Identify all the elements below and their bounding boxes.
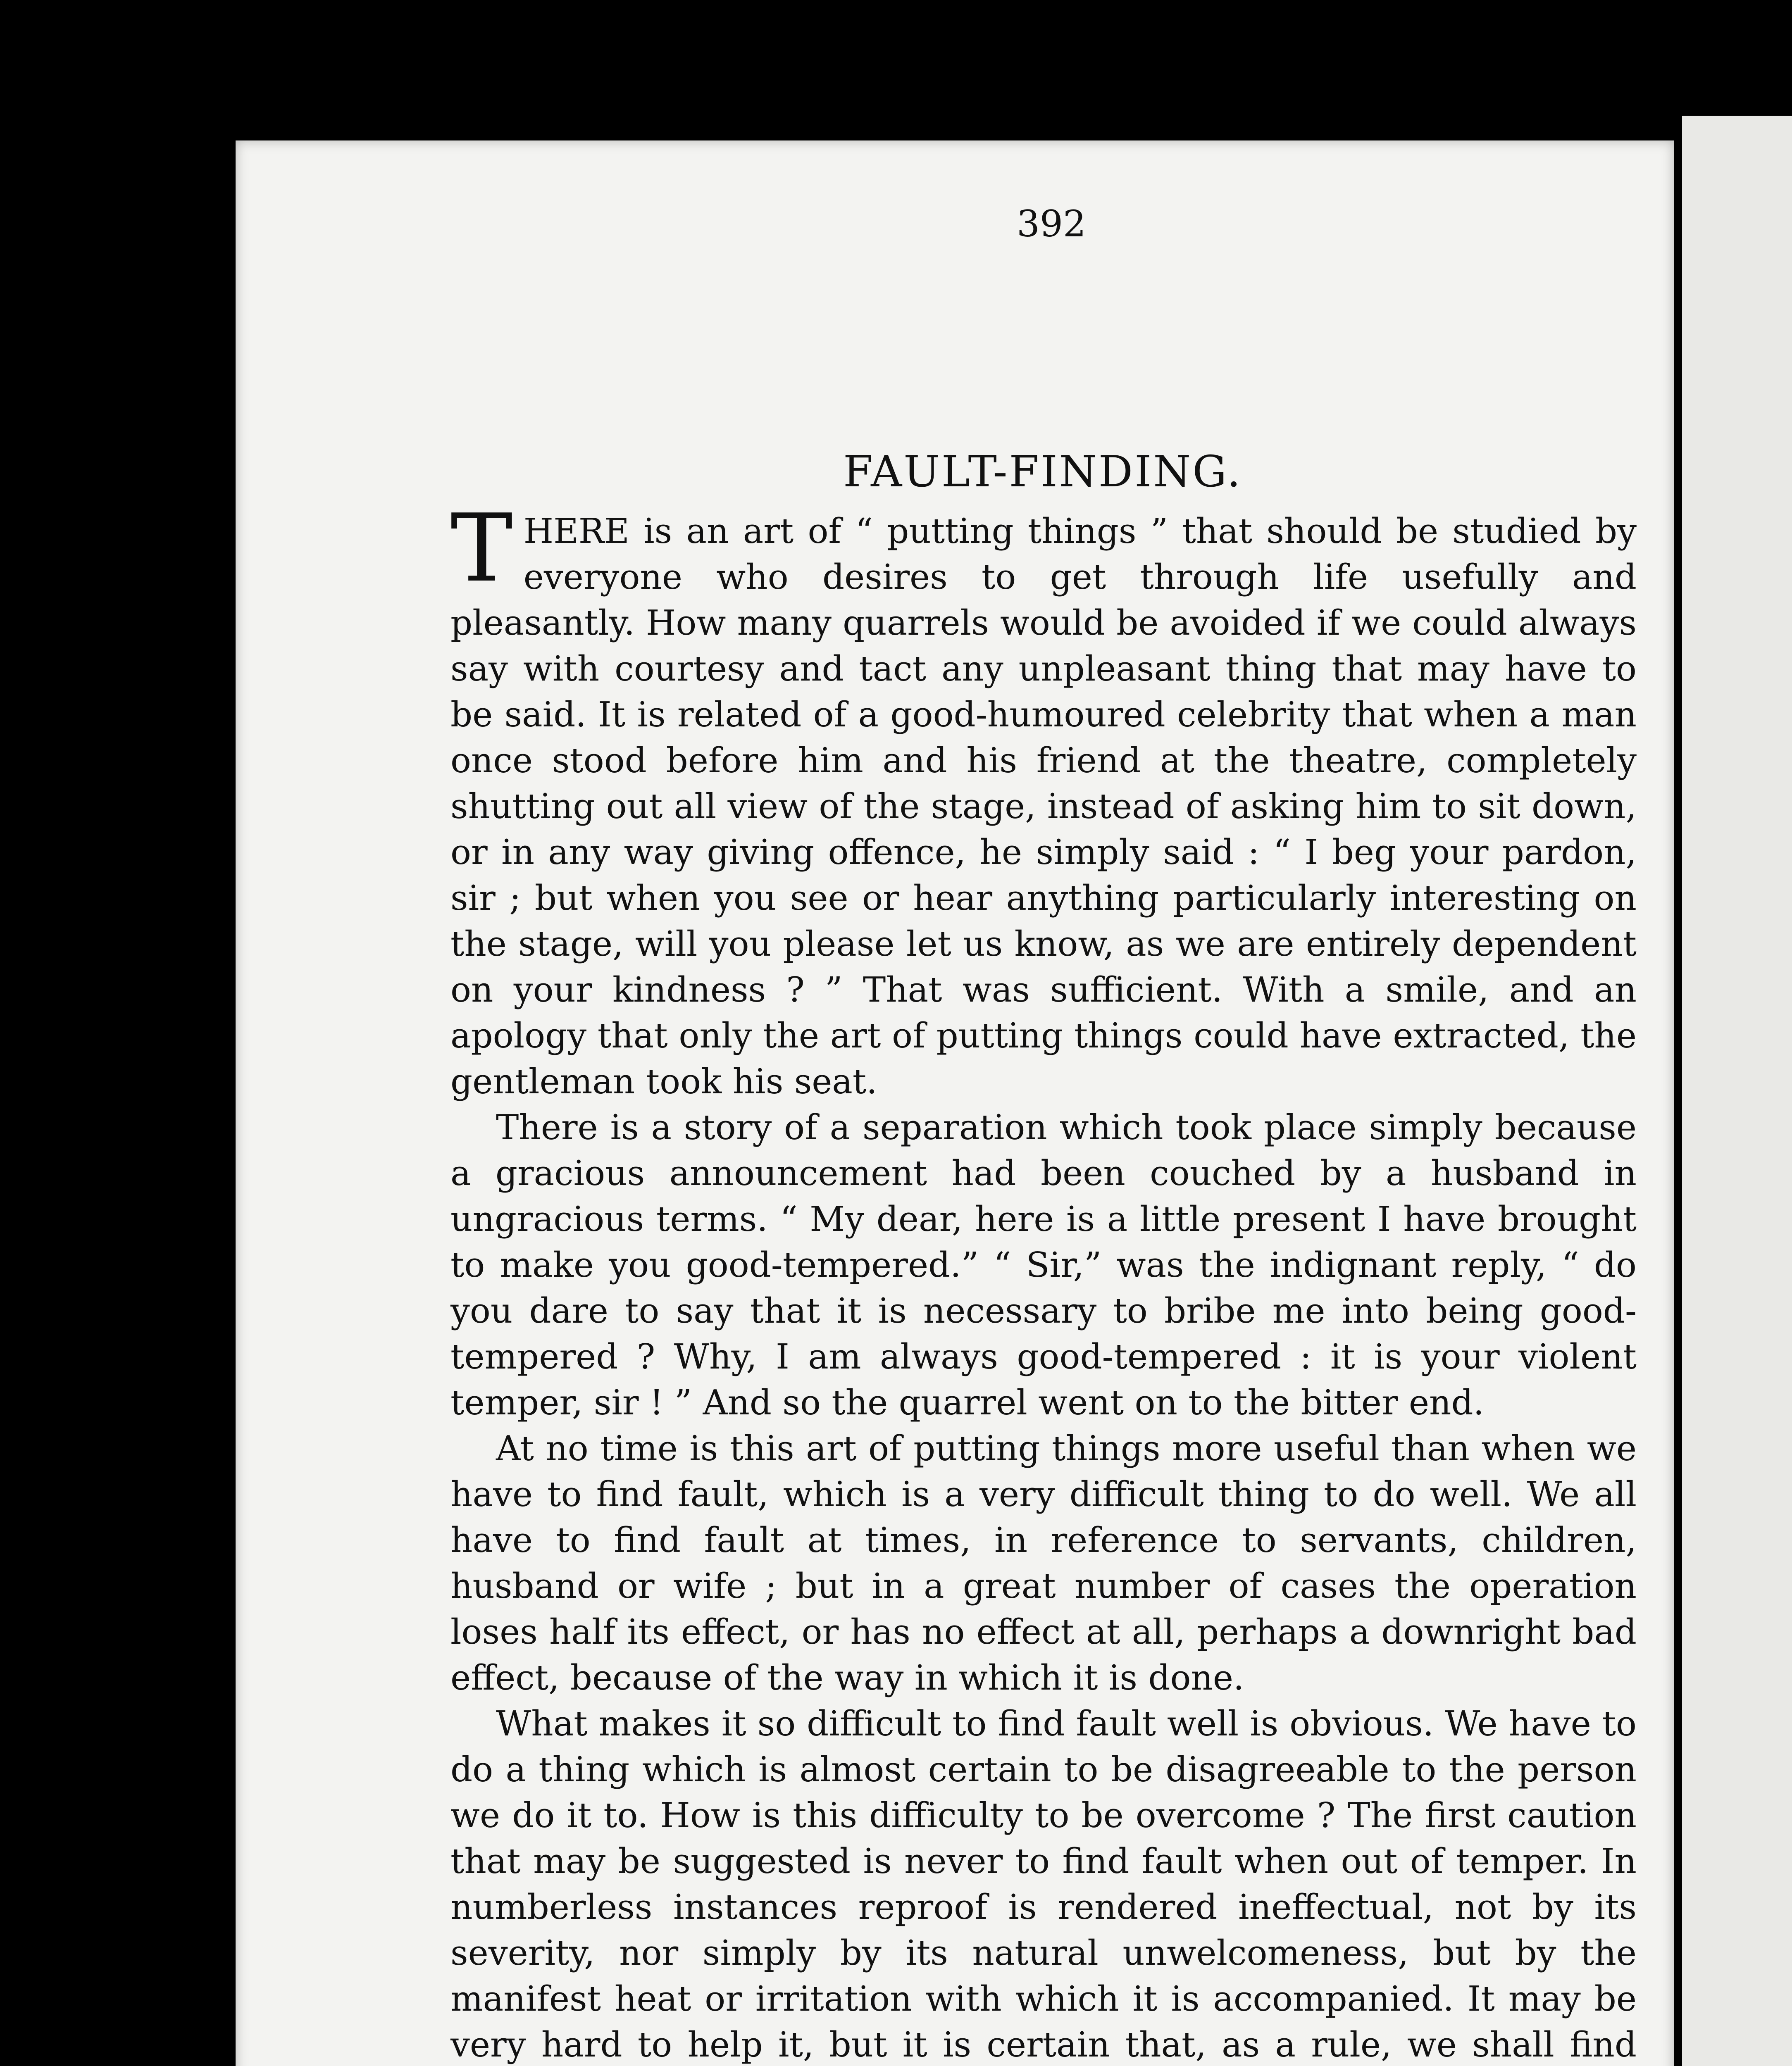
paragraph-1-text: is an art of “ putting things ” that should be studied by everyone who desires to get through life usefully and pleasantly. How many quarrels would be avoided if we could always say with courtesy and tact any unpleasant thing that may have to be said. It is related of a good-humoured celebrity that when a man once stood before him and his friend at the theatre, completely shutting out all view of the stage, instead of asking him to sit down, or in any way giving offence, he simply said : “ I beg your pardon, sir ; but when you see or hear anything particularly interesting on the stage, will you please let us know, as we are entirely dependent on your kindness ? ” That was sufficient. With a smile, and an apology that only the art of putting things could have extracted, the gentleman took his seat. <box>450 511 1637 1102</box>
drop-cap: T <box>450 494 513 603</box>
paragraph-1 <box>450 494 1637 1104</box>
facing-page-edge <box>1682 116 1792 2066</box>
paragraph-4: What makes it so difficult to find fault well is obvious. We have to do a thing which is almost certain to be disagreeable to the person we do it to. How is this difficulty to be overcome ? The first caution that may be suggested is never to find fault when out of temper. In numberless instances reproof is rendered ineffectual, not by its severity, nor simply by its natural unwelcomeness, but by the manifest heat or irritation with which it is accompanied. It may be very hard to help it, but it is certain that, as a rule, we shall find <box>450 1704 1637 2065</box>
article-body <box>450 494 1637 2066</box>
first-word-rest: HERE <box>523 511 629 551</box>
article-title: FAULT-FINDING. <box>843 446 1242 497</box>
paragraph-2: There is a story of a separation which took place simply because a gracious announcement had been couched by a husband in ungracious terms. “ My dear, here is a little present I have brought to make you good-tempered.” “ Sir,” was the indignant reply, “ do you dare to say that it is necessary to bribe me into being good-tempered ? Why, I am always good-tempered : it is your violent temper, sir ! ” And so the quarrel went on to the bitter end. <box>450 1107 1637 1423</box>
paragraph-3: At no time is this art of putting things more useful than when we have to find fault, which is a very difficult thing to do well. We all have to find fault at times, in reference to servants, children, husband or wife ; but in a great number of cases the operation loses half its effect, or has no effect at all, perhaps a downright bad effect, because of the way in which it is done. <box>450 1428 1637 1698</box>
page-number: 392 <box>1017 202 1086 245</box>
